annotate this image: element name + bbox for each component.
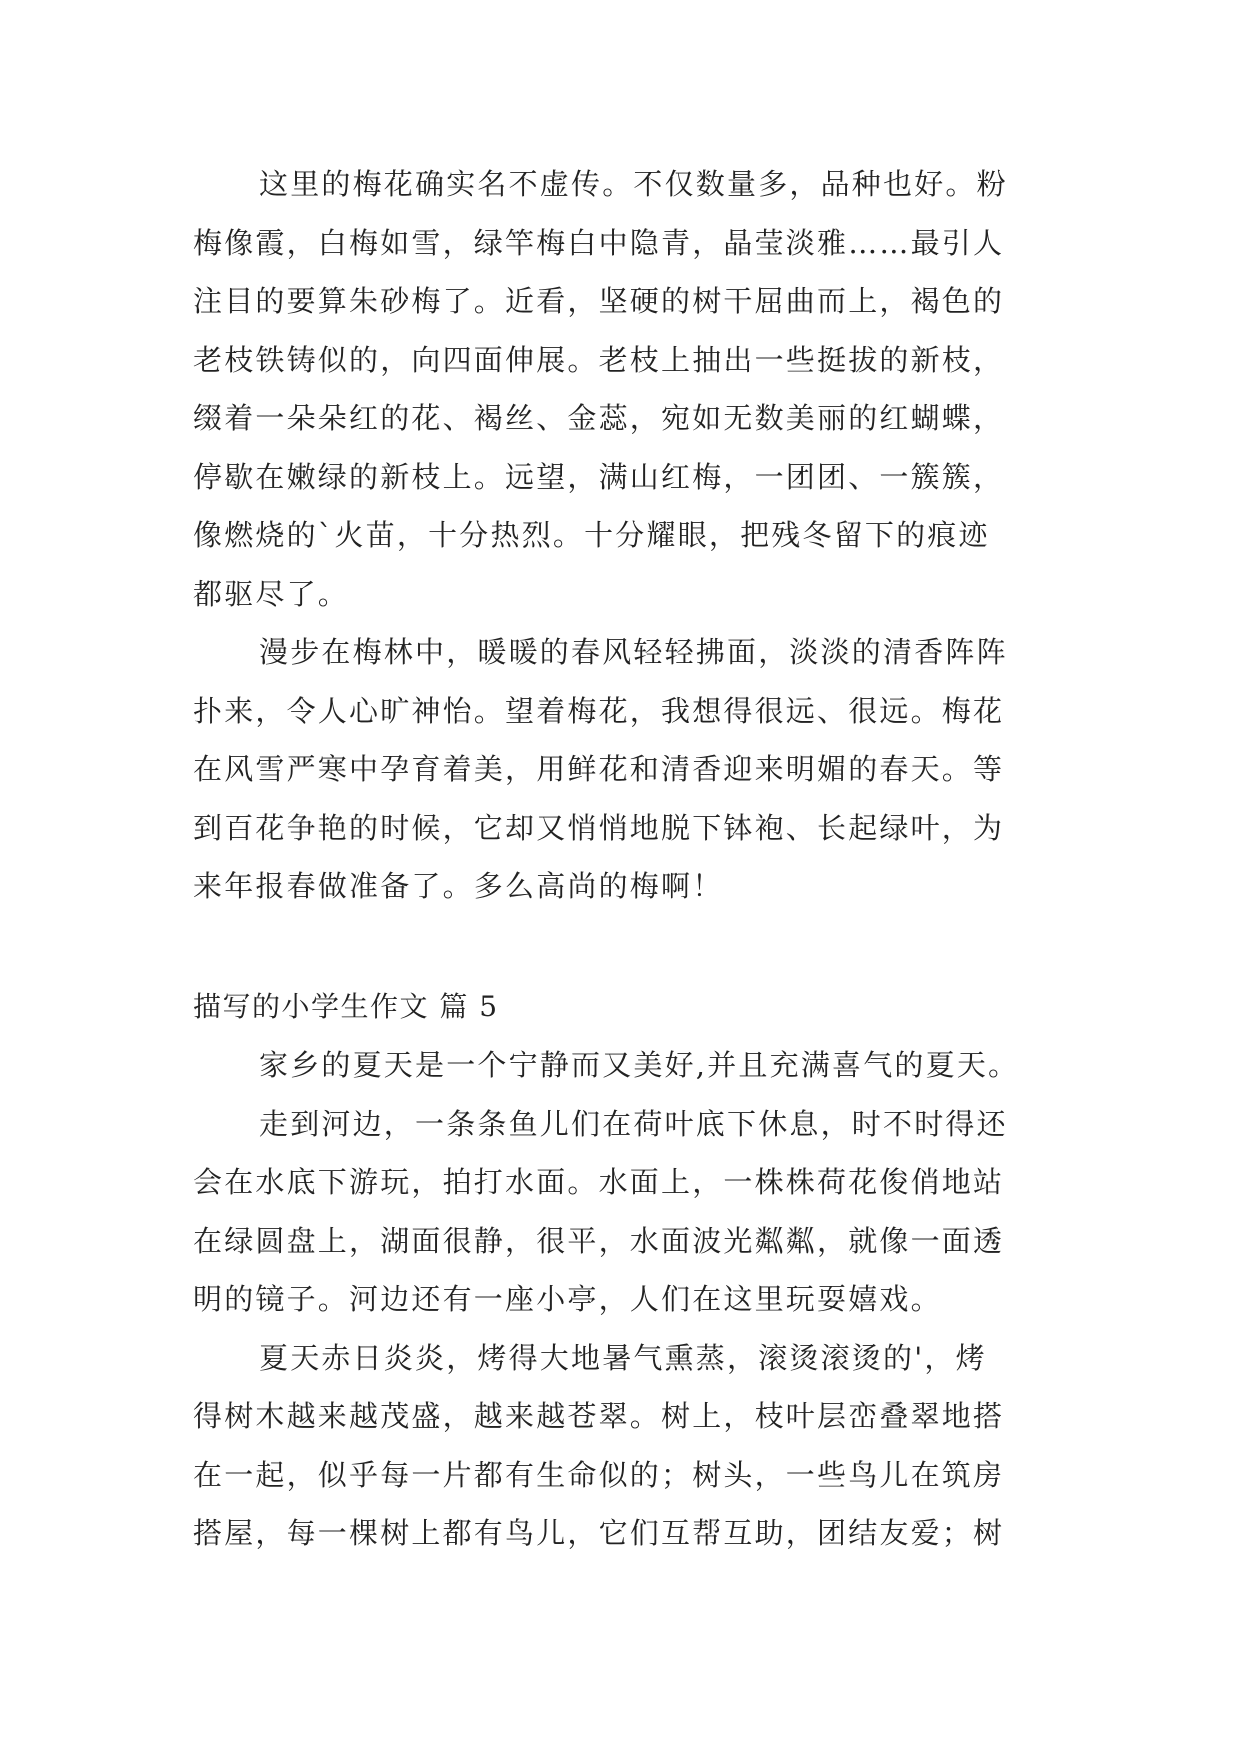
document-body [193, 155, 1063, 1563]
text-line: 注目的要算朱砂梅了。近看，坚硬的树干屈曲而上，褐色的 [193, 284, 1005, 318]
text-line: 扑来，令人心旷神怡。望着梅花，我想得很远、很远。梅花 [193, 693, 1005, 728]
text-line: 得树木越来越茂盛，越来越苍翠。树上，枝叶层峦叠翠地搭 [193, 1399, 1005, 1433]
paragraph-summer-intro [193, 1036, 1063, 1095]
text-line: 会在水底下游玩，拍打水面。水面上，一株株荷花俊俏地站 [193, 1165, 1005, 1199]
text-line: 家乡的夏天是一个宁静而又美好,并且充满喜气的夏天。 [259, 1048, 1020, 1082]
text-line: 漫步在梅林中，暖暖的春风轻轻拂面，淡淡的清香阵阵 [259, 635, 1008, 669]
text-line: 像燃烧的`火苗，十分热烈。十分耀眼，把残冬留下的痕迹 [193, 518, 990, 552]
paragraph-plum-description [193, 155, 1063, 623]
text-line: 明的镜子。河边还有一座小亭，人们在这里玩耍嬉戏。 [193, 1282, 942, 1316]
text-line: 在风雪严寒中孕育着美，用鲜花和清香迎来明媚的春天。等 [193, 752, 1005, 786]
text-line: 到百花争艳的时候，它却又悄悄地脱下钵袍、长起绿叶，为 [193, 810, 1005, 845]
section-heading: 描写的小学生作文 篇 5 [193, 989, 499, 1023]
text-line: 都驱尽了。 [193, 576, 350, 611]
text-line: 搭屋，每一棵树上都有鸟儿，它们互帮互助，团结友爱；树 [193, 1516, 1005, 1550]
text-line: 停歇在嫩绿的新枝上。远望，满山红梅，一团团、一簇簇， [193, 459, 1005, 494]
text-line: 梅像霞，白梅如雪，绿竿梅白中隐青，晶莹淡雅……最引人 [193, 225, 1005, 260]
text-line: 来年报春做准备了。多么高尚的梅啊！ [193, 869, 724, 903]
paragraph-riverside [193, 1095, 1063, 1329]
text-line: 在绿圆盘上，湖面很静，很平，水面波光粼粼，就像一面透 [193, 1223, 1005, 1258]
paragraph-summer-heat [193, 1329, 1063, 1563]
text-line: 这里的梅花确实名不虚传。不仅数量多，品种也好。粉 [259, 167, 1008, 201]
text-line: 缀着一朵朵红的花、褐丝、金蕊，宛如无数美丽的红蝴蝶， [193, 401, 1005, 435]
text-line: 老枝铁铸似的，向四面伸展。老枝上抽出一些挺拔的新枝， [193, 342, 1005, 377]
text-line: 走到河边，一条条鱼儿们在荷叶底下休息，时不时得还 [259, 1106, 1008, 1141]
text-line: 在一起，似乎每一片都有生命似的；树头，一些鸟儿在筑房 [193, 1457, 1005, 1492]
section-spacer [193, 916, 1063, 978]
paragraph-plum-walk [193, 623, 1063, 916]
text-line: 夏天赤日炎炎，烤得大地暑气熏蒸，滚烫滚烫的'，烤 [259, 1340, 987, 1375]
